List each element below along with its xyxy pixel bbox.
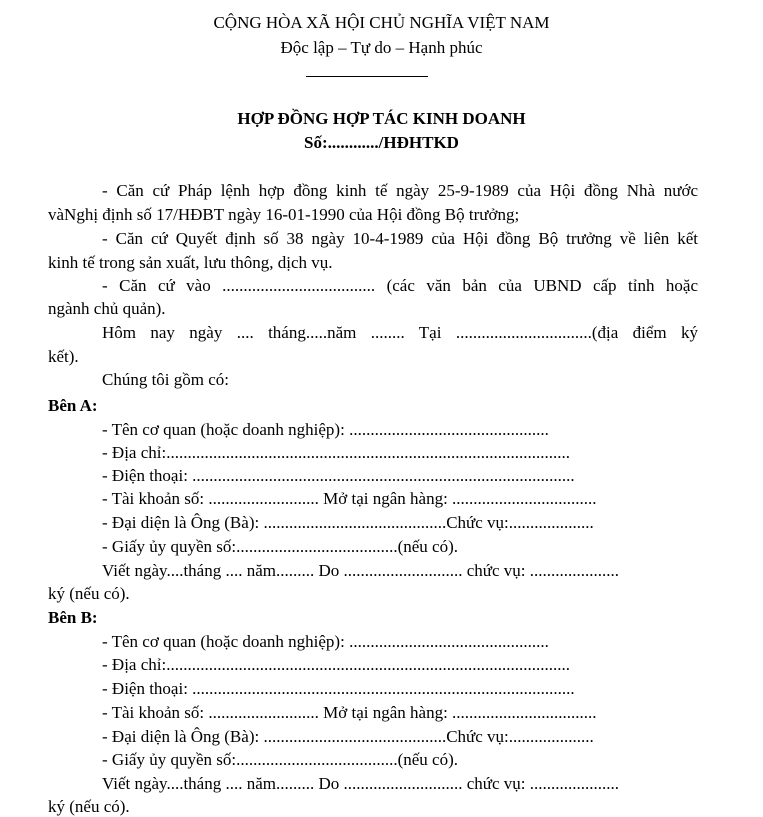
party-a-heading: Bên A: [48, 396, 98, 415]
party-b-power-of-attorney: - Giấy ủy quyền số:......................................(nếu có). [102, 750, 459, 769]
meeting-line-2: kết). [48, 347, 79, 366]
contract-number: Số:............/HĐHTKD [304, 133, 459, 152]
party-b-org: - Tên cơ quan (hoặc doanh nghiệp): ............................................... [102, 632, 549, 651]
party-a-written-line-2: ký (nếu có). [48, 584, 130, 603]
party-b-representative: - Đại diện là Ông (Bà): ...........................................Chức vụ:.................... [102, 727, 594, 746]
basis-3-line-2: ngành chủ quản). [48, 299, 166, 318]
party-b-heading: Bên B: [48, 608, 98, 627]
party-a-power-of-attorney: - Giấy ủy quyền số:......................................(nếu có). [102, 537, 459, 556]
party-a-org: - Tên cơ quan (hoặc doanh nghiệp): ............................................... [102, 420, 549, 439]
parties-intro: Chúng tôi gồm có: [102, 370, 230, 389]
party-a-address: - Địa chỉ:............................................................................................... [102, 443, 570, 462]
contract-title: HỢP ĐỒNG HỢP TÁC KINH DOANH [237, 109, 526, 128]
header-divider [306, 76, 428, 77]
party-b-written-line-1: Viết ngày....tháng .... năm......... Do ............................ chức vụ: ..................... [102, 774, 620, 793]
party-a-written-line-1: Viết ngày....tháng .... năm......... Do ............................ chức vụ: ..................... [102, 561, 620, 580]
motto: Độc lập – Tự do – Hạnh phúc [280, 38, 483, 57]
party-a-representative: - Đại diện là Ông (Bà): ...........................................Chức vụ:.................... [102, 513, 594, 532]
basis-3-line-1: - Căn cứ vào .................................... (các văn bản của UBND cấp tỉnh hoặc [102, 276, 698, 295]
basis-1-line-1: - Căn cứ Pháp lệnh hợp đồng kinh tế ngày 25-9-1989 của Hội đồng Nhà nước [102, 181, 698, 200]
party-b-address: - Địa chỉ:............................................................................................... [102, 655, 570, 674]
basis-2-line-1: - Căn cứ Quyết định số 38 ngày 10-4-1989 của Hội đồng Bộ trưởng về liên kết [102, 229, 698, 248]
party-a-phone: - Điện thoại: .......................................................................................... [102, 466, 575, 485]
basis-1-line-2: vàNghị định số 17/HĐBT ngày 16-01-1990 của Hội đồng Bộ trưởng; [48, 205, 520, 224]
party-b-phone: - Điện thoại: .......................................................................................... [102, 679, 575, 698]
party-a-account: - Tài khoản số: .......................... Mở tại ngân hàng: .................................. [102, 489, 597, 508]
nation-heading: CỘNG HÒA XÃ HỘI CHỦ NGHĨA VIỆT NAM [213, 13, 550, 32]
party-b-account: - Tài khoản số: .......................... Mở tại ngân hàng: .................................. [102, 703, 597, 722]
party-b-written-line-2: ký (nếu có). [48, 797, 130, 816]
basis-2-line-2: kinh tế trong sản xuất, lưu thông, dịch vụ. [48, 253, 333, 272]
meeting-line-1: Hôm nay ngày .... tháng.....năm ........ Tại ................................(địa điểm ký [102, 323, 698, 342]
